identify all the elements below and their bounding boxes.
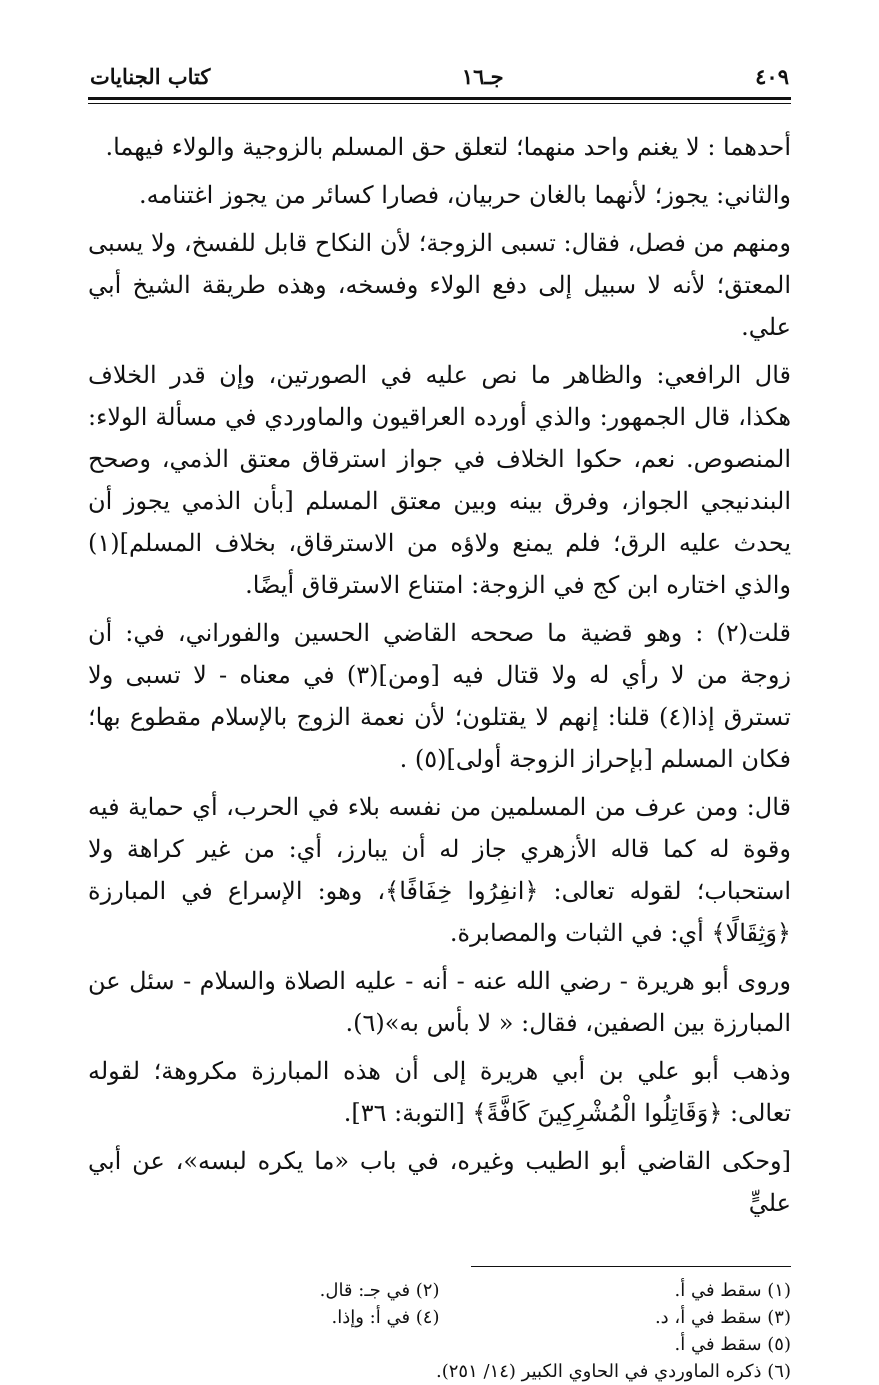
page-header: [88, 64, 791, 95]
paragraph: أحدهما : لا يغنم واحد منهما؛ لتعلق حق المسلم بالزوجية والولاء فيهما.: [105, 133, 791, 161]
paragraph: وروى أبو هريرة - رضي الله عنه - أنه - عليه الصلاة والسلام - سئل عن المبارزة بين الصفين، فقال: « لا بأس به»(٦).: [88, 967, 791, 1037]
footnote-5: (٥) سقط في أ.: [674, 1334, 791, 1355]
paragraph: [وحكى القاضي أبو الطيب وغيره، في باب «ما يكره لبسه»، عن أبي عليٍّ: [88, 1147, 791, 1217]
paragraph: قال الرافعي: والظاهر ما نص عليه في الصورتين، وإن قدر الخلاف هكذا، قال الجمهور: والذي أورده العراقيون والماوردي في مسألة الولاء: المنصوص. نعم، حكوا الخلاف في جواز استرقاق معتق الذمي، وصحح البندنيجي الجواز، وفرق بينه وبين معتق المسلم [بأن الذمي يجوز أن يحدث عليه الرق؛ فلم يمنع ولاؤه من الاسترقاق، بخلاف المسلم](١) والذي اختاره ابن كج في الزوجة: امتناع الاسترقاق أيضًا.: [88, 361, 792, 599]
paragraph: والثاني: يجوز؛ لأنهما بالغان حربيان، فصارا كسائر من يجوز اغتنامه.: [138, 181, 791, 209]
book-title: كتاب الجنايات: [90, 64, 211, 89]
paragraph: قلت(٢) : وهو قضية ما صححه القاضي الحسين والفوراني، في: أن زوجة من لا رأي له ولا قتال فيه [ومن](٣) في معناه - لا تسبى ولا تسترق إذا(٤) قلنا: إنهم لا يقتلون؛ لأن نعمة الزوج بالإسلام مقطوع بها؛ فكان المسلم [بإحراز الزوجة أولى](٥) .: [88, 619, 791, 773]
footnotes: [88, 1277, 791, 1385]
footnote-2: (٢) في جـ: قال.: [319, 1280, 440, 1301]
page-number: ٤٠٩: [755, 64, 789, 89]
footnote-row: [88, 1331, 791, 1358]
footnote-6: (٦) ذكره الماوردي في الحاوي الكبير (١٤/ ٢٥١).: [436, 1361, 791, 1382]
footnote-1: (١) سقط في أ.: [674, 1280, 791, 1301]
body-text: [88, 126, 791, 1224]
paragraph: وذهب أبو علي بن أبي هريرة إلى أن هذه المبارزة مكروهة؛ لقوله تعالى: ﴿وَقَاتِلُوا الْمُشْرِكِينَ كَافَّةً﴾ [التوبة: ٣٦].: [88, 1057, 791, 1127]
volume-label: جـ١٦: [461, 64, 504, 89]
paragraph: ومنهم من فصل، فقال: تسبى الزوجة؛ لأن النكاح قابل للفسخ، ولا يسبى المعتق؛ لأنه لا سبيل إلى دفع الولاء وفسخه، وهذه طريقة الشيخ أبي علي.: [88, 229, 792, 341]
header-rule-thin: [88, 103, 791, 104]
footnote-3: (٣) سقط في أ، د.: [654, 1307, 791, 1328]
footnote-divider: [471, 1266, 791, 1267]
footnote-row: [88, 1304, 791, 1331]
footnote-row: [88, 1277, 791, 1304]
paragraph: قال: ومن عرف من المسلمين من نفسه بلاء في الحرب، أي حماية فيه وقوة له كما قاله الأزهري جاز له أن يبارز، أي: من غير كراهة ولا استحباب؛ لقوله تعالى: ﴿انفِرُوا خِفَافًا﴾، وهو: الإسراع في المبارزة ﴿وَثِقَالًا﴾ أي: في الثبات والمصابرة.: [88, 793, 791, 947]
header-rule-thick: [88, 97, 791, 100]
footnote-4: (٤) في أ: وإذا.: [331, 1307, 440, 1328]
